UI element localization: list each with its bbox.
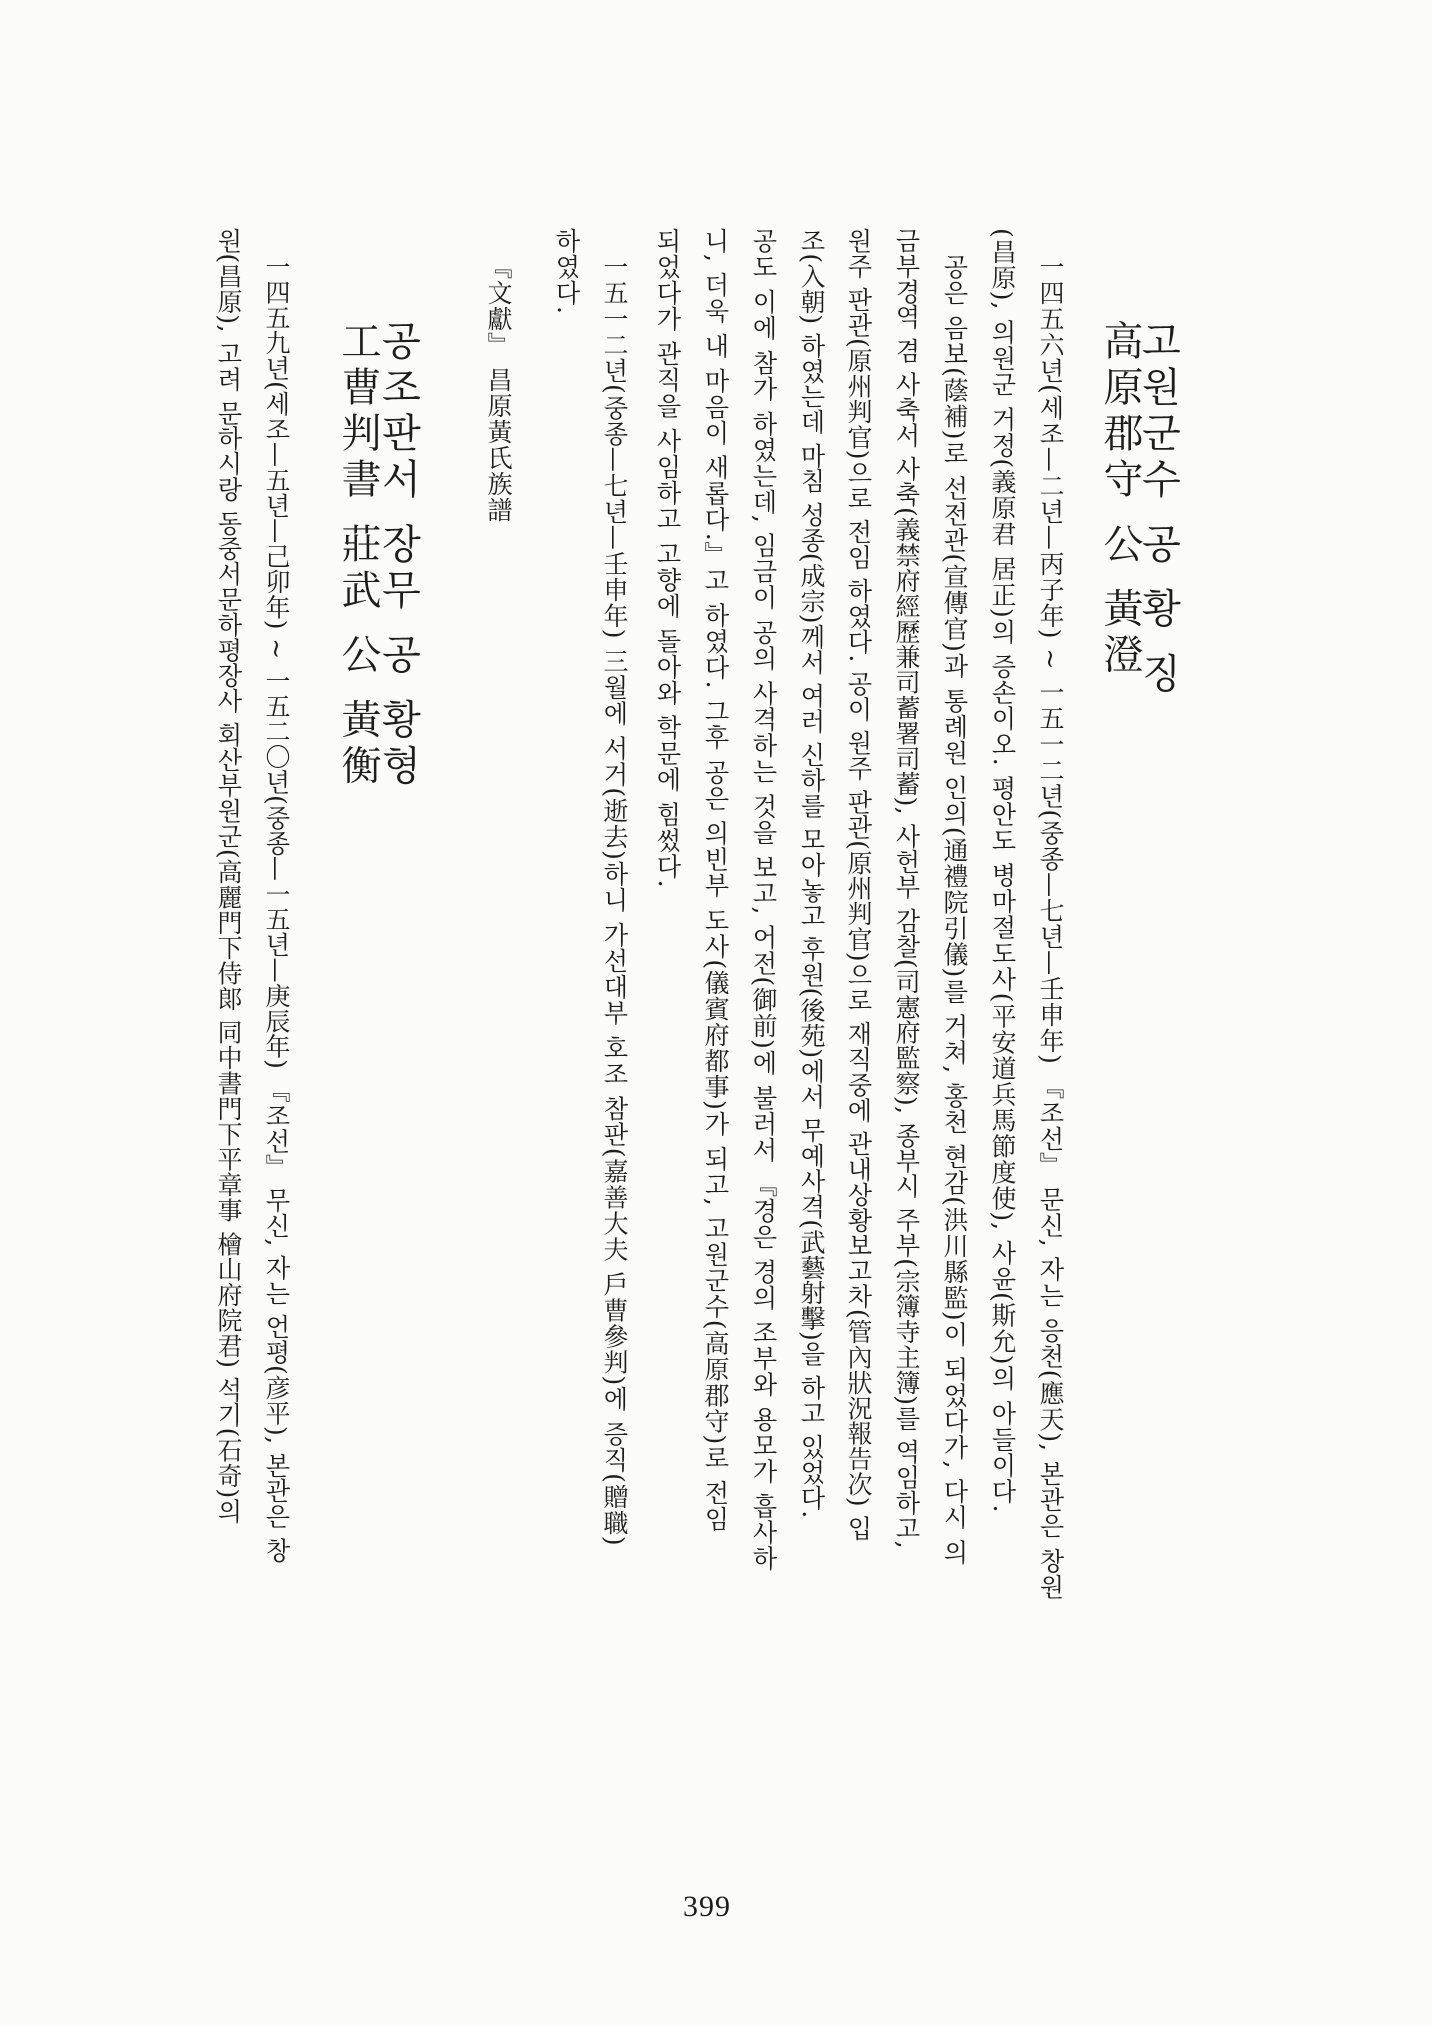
section1-line-1: 一四五六년(세조—二년—丙子年) ~ 一五一二년(중종—七년—壬申年) 『조선』 문신, 자는 응천(應天), 본관은 창원 [1036,254,1065,1600]
section1-line-6: 조(入朝) 하였는데 마침 성종(成宗)께서 여러 신하를 모아놓고 후원(後苑)에서 무예사격(武藝射擊)을 하고 있었다. [797,228,826,1519]
section1-line-7: 공도 이에 참가 하였는데, 임금이 공의 사격하는 것을 보고, 어전(御前)에 불러서 『경은 경의 조부와 용모가 흡사하 [749,228,778,1572]
page-number: 399 [683,1890,731,1923]
section1-line-8: 니, 더욱 내 마음이 새롭다.』고 하였다. 그후 공은 의빈부 도사(儀賓府都事)가 되고, 고원군수(高原郡守)로 전임 [701,228,730,1533]
section1-line-5: 원주 판관(原州判官)으로 전임 하였다. 공이 원주 판관(原州判官)으로 재직중에 관내상황보고차(管內狀況報告次) 입 [844,228,873,1541]
section1-line-2: (昌原), 의원군 거정(義原君 居正)의 증손이오. 평안도 병마절도사(平安道兵馬節度使), 사윤(斯允)의 아들이다. [988,228,1017,1514]
section1-line-3: 공은 음보(蔭補)로 선전관(宣傳官)과 통례원 인의(通禮院引儀)를 거쳐, 홍천 현감(洪川縣監)이 되었다가, 다시 의 [940,254,969,1566]
section2-line-2: 원(昌原), 고려 문하시랑 동중서문하평장사 회산부원군(高麗門下侍郞 同中書門下平章事 檜山府院君) 석기(石奇)의 [214,228,243,1525]
section2-title-korean: 공조판서 장무 공 황형 [375,320,421,791]
section2-line-1: 一四五九년(세조—五년—己卯年) ~ 一五二〇년(중종—一五년—庚辰年) 『조선』 무신, 자는 언평(彦平), 본관은 창 [262,254,291,1563]
section1-line-9: 되었다가 관직을 사임하고 고향에 돌아와 학문에 힘썼다. [653,228,682,889]
section1-line-11: 하였다. [552,228,581,315]
section1-line-10: 一五一二년(중종—七년—壬申年) 三월에 서거(逝去)하니 가선대부 호조 참판(嘉善大夫 戶曹參判)에 증직(贈職) [600,254,629,1547]
section1-title-korean: 고원군수 공 황 징 [1135,320,1181,699]
section1-line-4: 금부경역 겸 사축서 사축(義禁府經歷兼司蓄署司蓄), 사헌부 감찰(司憲府監察), 종부시 주부(宗簿寺主簿)를 역임하고, [892,228,921,1550]
section2-title-hanja: 工曹判書 莊武 公 黃衡 [335,320,381,791]
section1-title-hanja: 高原郡守 公 黃澄 [1097,320,1143,680]
section1-source: 『文獻』 昌原黃氏族譜 [484,254,513,523]
